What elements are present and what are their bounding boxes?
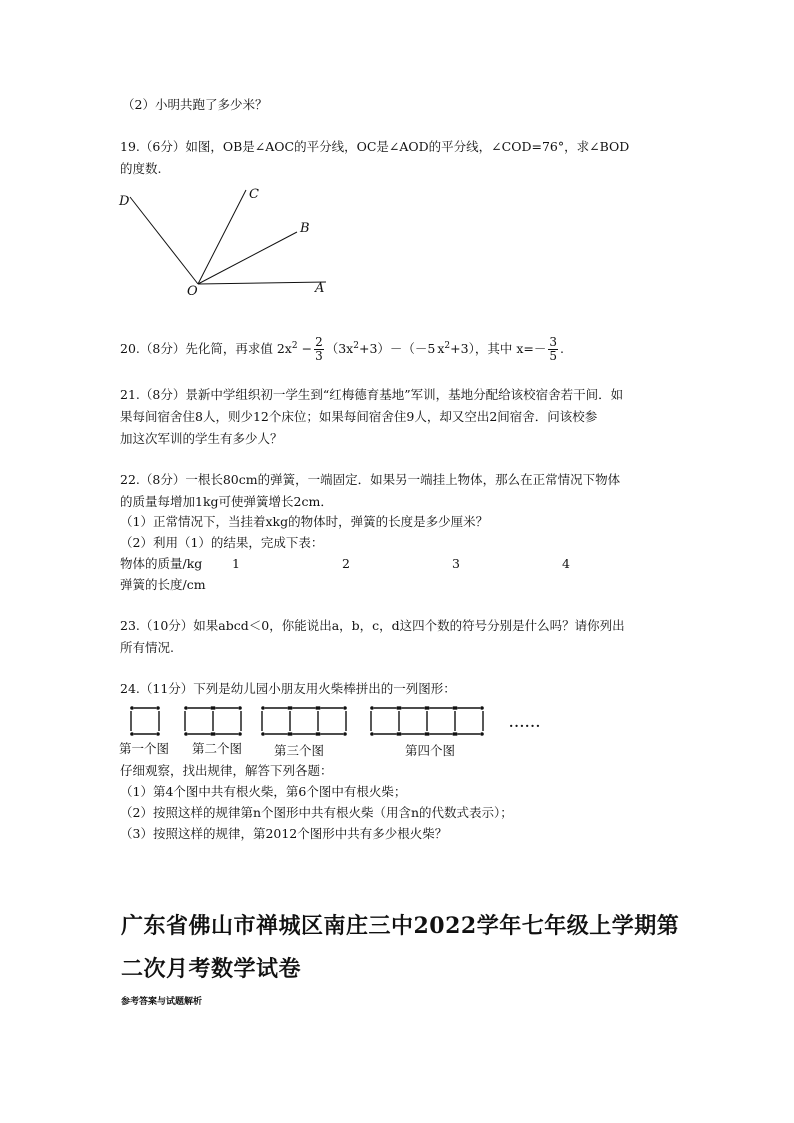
caption-figure-4: 第四个图 [405, 743, 456, 758]
matchstick-head [156, 706, 160, 710]
q20-exp1: 2 [291, 341, 298, 351]
table-row1-label: 物体的质量/kg [120, 556, 203, 571]
q18-part2: （2）小明共跑了多少米？ [122, 97, 268, 112]
q20-paren1-end: +3）－（－5 [358, 341, 436, 357]
q21-line1: 21.（8分）景新中学组织初一学生到“红梅德育基地”军训，基地分配给该校宿舍若干间．如 [120, 387, 624, 402]
caption-figure-3: 第三个图 [274, 743, 325, 758]
matchstick-head [370, 706, 374, 710]
q24-observe: 仔细观察，找出规律，解答下列各题： [120, 763, 333, 778]
matchstick-head [238, 706, 242, 710]
matchstick-head [212, 706, 216, 710]
matchstick-head [317, 732, 321, 736]
q20-var3: x [437, 341, 445, 357]
matchstick-head [398, 706, 402, 710]
matchstick-head [238, 732, 242, 736]
table-cell-mass-3: 3 [452, 556, 460, 571]
matchstick-head [130, 732, 134, 736]
answer-subtitle: 参考答案与试题解析 [121, 997, 203, 1007]
matchstick-head [454, 706, 458, 710]
continuation-dots: ...... [509, 715, 542, 730]
matchstick-head [398, 732, 402, 736]
q21-line3: 加这次军训的学生有多少人？ [120, 431, 283, 446]
matchstick-head [480, 732, 484, 736]
q20-exp2: 2 [353, 341, 359, 351]
table-cell-mass-4: 4 [562, 556, 570, 571]
q20-prefix: 20.（8分）先化简，再求值 [120, 341, 273, 357]
label-c: C [249, 187, 259, 202]
matchstick-head [426, 706, 430, 710]
matchstick-head [343, 706, 347, 710]
answer-title-line1: 广东省佛山市禅城区南庄三中2022学年七年级上学期第 [121, 913, 680, 939]
q20-paren2-end: +3），其中 [450, 341, 513, 357]
q20-coef1: 2 [276, 341, 285, 357]
matchstick-head [212, 732, 216, 736]
q20-fraction-2-3: $\frac{2}{3}$ [315, 335, 323, 364]
label-o: O [187, 284, 198, 299]
matchstick-head [370, 732, 374, 736]
matchstick-head [317, 706, 321, 710]
q21-line2: 果每间宿舍住8人，则少12个床位；如果每间宿舍住9人，却又空出2间宿舍．问该校参 [120, 409, 598, 424]
label-b: B [300, 221, 310, 236]
q22-line1: 22.（8分）一根长80cm的弹簧，一端固定．如果另一端挂上物体，那么在正常情况下物体 [120, 472, 621, 487]
answer-title-line2: 二次月考数学试卷 [121, 956, 302, 982]
q20-exp3: 2 [444, 341, 451, 351]
matchstick-head [130, 706, 134, 710]
q24-part1: （1）第4个图中共有根火柴，第6个图中有根火柴； [120, 784, 407, 799]
q20-var2: x [346, 341, 354, 357]
matchstick-head [289, 706, 293, 710]
table-cell-mass-1: 1 [232, 556, 240, 571]
q20-paren1: （3 [325, 341, 347, 357]
matchstick-head [184, 732, 188, 736]
matchstick-head [156, 732, 160, 736]
q24-part2: （2）按照这样的规律第n个图形中共有根火柴（用含n的代数式表示）； [120, 805, 513, 820]
matchstick-head [289, 732, 293, 736]
matchstick-head [426, 732, 430, 736]
matchstick-head [261, 732, 265, 736]
label-a: A [315, 281, 325, 296]
caption-figure-2: 第二个图 [192, 741, 243, 756]
q23-line1: 23.（10分）如果abcd＜0，你能说出a，b，c，d这四个数的符号分别是什么吗？请你列出 [120, 618, 625, 633]
caption-figure-1: 第一个图 [119, 741, 170, 756]
matchstick-head [454, 732, 458, 736]
q19-text-line1: 19.（6分）如图，OB是∠AOC的平分线，OC是∠AOD的平分线，∠COD=76°，求∠BOD [120, 139, 630, 154]
q20-end: . [560, 341, 564, 357]
matchstick-head [480, 706, 484, 710]
q24-line1: 24.（11分）下列是幼儿园小朋友用火柴棒拼出的一列图形： [120, 681, 456, 696]
matchstick-head [184, 706, 188, 710]
q22-part2: （2）利用（1）的结果，完成下表： [120, 535, 324, 550]
q20-var1: x [284, 341, 292, 357]
q20-minus1: − [301, 341, 313, 357]
q22-part1: （1）正常情况下，当挂着xkg的物体时，弹簧的长度是多少厘米？ [120, 514, 489, 529]
table-cell-mass-2: 2 [342, 556, 350, 571]
matchstick-head [343, 732, 347, 736]
q20-fraction-3-5: $\frac{3}{5}$ [549, 335, 558, 364]
q19-text-line2: 的度数. [120, 161, 162, 176]
q20-x-eq: x=－ [516, 341, 547, 357]
label-d: D [119, 194, 130, 209]
q23-line2: 所有情况. [120, 640, 174, 655]
q24-part3: （3）按照这样的规律，第2012个图形中共有多少根火柴？ [120, 826, 448, 841]
q22-line2: 的质量每增加1kg可使弹簧增长2cm． [120, 494, 333, 509]
table-row2-label: 弹簧的长度/cm [120, 577, 206, 592]
matchstick-head [261, 706, 265, 710]
